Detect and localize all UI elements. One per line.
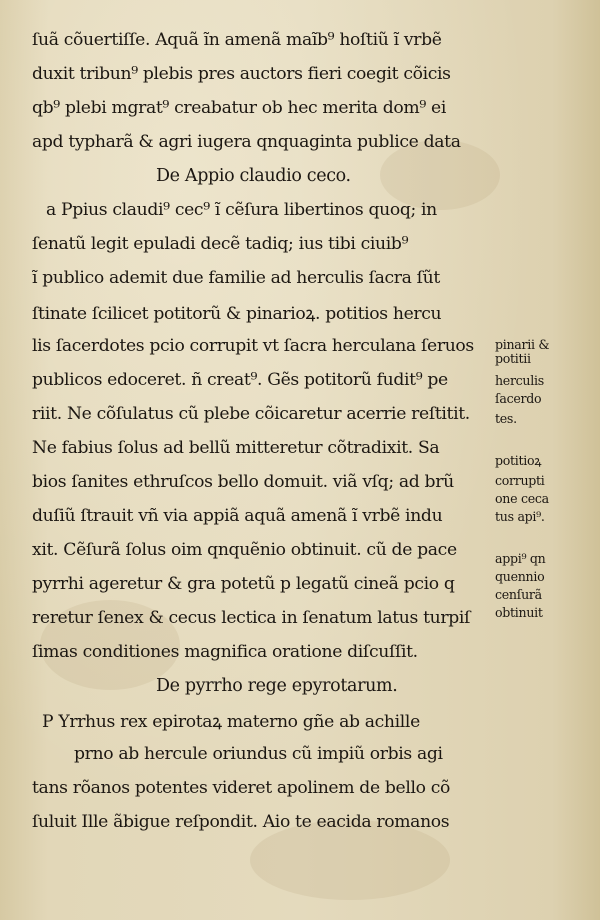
text-line: publicos edoceret. ñ creat⁹. Gẽs potitorũ fudit⁹ pe — [32, 370, 448, 390]
margin-note: potitii — [495, 351, 531, 366]
margin-note: quennio — [495, 569, 545, 584]
text-line: riit. Ne cõſulatus cũ plebe cõicaretur acerrie reſtitit. — [32, 404, 470, 424]
text-line: bios ſanites ethruſcos bello domuit. viã vſq; ad brũ — [32, 472, 454, 492]
margin-note: cenſurã — [495, 587, 542, 602]
margin-note: tus api⁹. — [495, 509, 545, 524]
text-line: qb⁹ plebi mgrat⁹ creabatur ob hec merita dom⁹ ei — [32, 98, 446, 118]
margin-note: one ceca — [495, 491, 549, 506]
margin-note: ſacerdo — [495, 391, 542, 406]
text-line: tans rõanos potentes videret apolinem de bello cõ — [32, 778, 451, 798]
margin-note: appi⁹ qn — [495, 551, 546, 566]
margin-note: obtinuit — [495, 605, 543, 620]
paper-stain — [250, 820, 450, 900]
text-line: Ne fabius ſolus ad bellũ mitteretur cõtradixit. Sa — [32, 438, 440, 458]
text-line-initial: P Yrrhus rex epirotaꝝ materno gñe ab achille — [42, 712, 420, 732]
text-line: pyrrhi ageretur & gra potetũ p legatũ cineã pcio q — [32, 574, 455, 594]
text-line: ſtinate ſcilicet potitorũ & pinarioꝝ. potitios hercu — [32, 304, 442, 324]
margin-note: tes. — [495, 411, 517, 426]
text-line: duſiũ ſtrauit vñ via appiã aquã amenã ĩ vrbẽ indu — [32, 506, 443, 526]
margin-note: corrupti — [495, 473, 545, 488]
text-line: ſenatũ legit epuladi decẽ tadiq; ius tibi ciuib⁹ — [32, 234, 409, 254]
text-line: prno ab hercule oriundus cũ impiũ orbis agi — [74, 744, 443, 764]
text-line: ſuã cõuertiſſe. Aquã ĩn amenã maĩb⁹ hoſtiũ ĩ vrbẽ — [32, 30, 442, 50]
text-line: apd typharã & agri iugera qnquaginta publice data — [32, 132, 461, 152]
text-line: ſuluit Ille ãbigue reſpondit. Aio te eacida romanos — [32, 812, 450, 832]
margin-note: potitioꝝ — [495, 453, 542, 468]
text-line-initial: a Ppius claudi⁹ cec⁹ ĩ cẽſura libertinos quoq; in — [46, 200, 437, 220]
section-heading-appius: De Appio claudio ceco. — [156, 166, 351, 186]
text-line: ſimas conditiones magnifica oratione diſcuſſit. — [32, 642, 418, 662]
margin-note: pinarii & — [495, 337, 550, 352]
text-line: duxit tribun⁹ plebis pres auctors fieri coegit cõicis — [32, 64, 451, 84]
text-line: lis ſacerdotes pcio corrupit vt ſacra herculana ſeruos — [32, 336, 474, 356]
text-line: xit. Cẽſurã ſolus oim qnquẽnio obtinuit. cũ de pace — [32, 540, 457, 560]
text-line: reretur ſenex & cecus lectica in ſenatum latus turpiſ — [32, 608, 471, 628]
margin-note: herculis — [495, 373, 544, 388]
text-line: ĩ publico ademit due familie ad herculis ſacra ſũt — [32, 268, 440, 288]
section-heading-pyrrhus: De pyrrho rege epyrotarum. — [156, 676, 398, 696]
